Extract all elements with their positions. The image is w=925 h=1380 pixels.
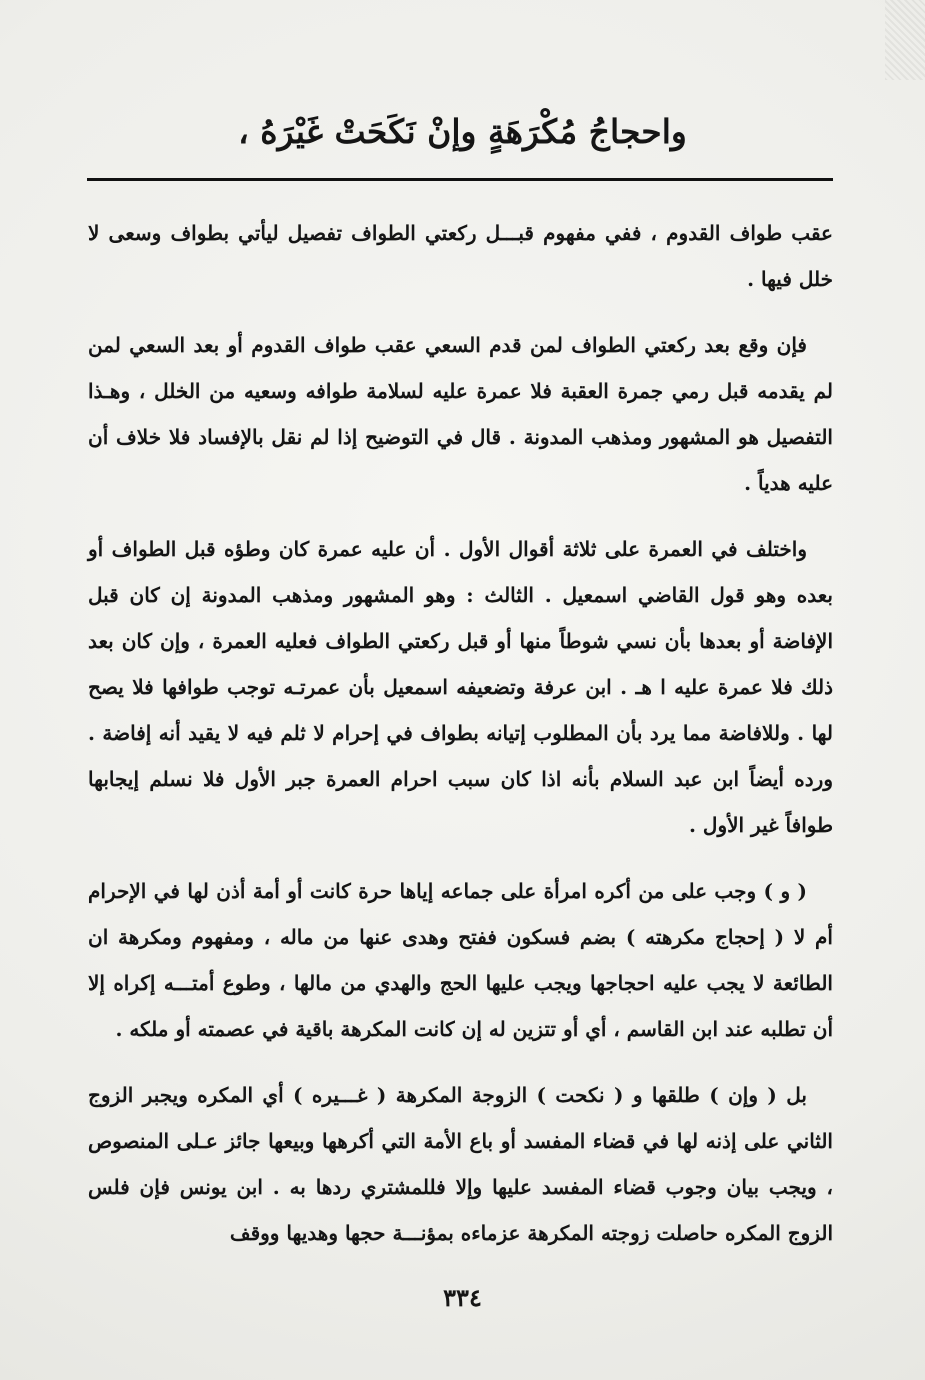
scan-noise [885,0,925,80]
paragraph: واختلف في العمرة على ثلاثة أقوال الأول . أن عليه عمرة كان وطؤه قبل الطواف أو بعده وهو قول القاضي اسمعيل . الثالث : وهو المشهور ومذهب المدونة إن كان قبل الإفاضة أو بعدها بأن نسي شوطاً منها أو قبل ركعتي الطواف فعليه العمرة ، وإن كان بعد ذلك فلا عمرة عليه ا هـ . ابن عرفة وتضعيفه اسمعيل بأن عمرتـه توجب طوافها فلا يصح لها . وللافاضة مما يرد بأن المطلوب إتيانه بطواف في إحرام لا ثلم فيه لا يقيد أنه إفاضة . ورده أيضاً ابن عبد السلام بأنه اذا كان سبب احرام العمرة جبر الأول فلا نسلم إيجابها طوافاً غير الأول . [88,537,833,837]
paragraph: عقب طواف القدوم ، ففي مفهوم قبـــل ركعتي الطواف تفصيل ليأتي بطواف وسعى لا خلل فيها . [88,221,833,291]
header-rule [87,178,833,181]
running-header: واحجاجُ مُكْرَهَةٍ وإنْ نَكَحَتْ غَيْرَهُ ، [238,112,687,151]
page-number: ٣٣٤ [443,1283,482,1312]
paragraph: بل ( وإن ) طلقها و ( نكحت ) الزوجة المكرهة ( غـــيره ) أي المكره ويجبر الزوج الثاني على إذنه لها في قضاء المفسد أو باع الأمة التي أكرهها وبيعها جائز عـلى المنصوص ، ويجب بيان وجوب قضاء المفسد عليها وإلا فللمشتري ردها به . ابن يونس فإن فلس الزوج المكره حاصلت زوجته المكرهة عزماءه بمؤنـــة حجها وهديها ووقف [88,1083,833,1245]
page-body [88,210,833,1276]
paragraph: ( و ) وجب على من أكره امرأة على جماعه إياها حرة كانت أو أمة أذن لها في الإحرام أم لا ( إحجاج مكرهته ) بضم فسكون ففتح وهدى عنها من ماله ، ومفهوم ومكرهة ان الطائعة لا يجب عليه احجاجها ويجب عليها الحج والهدي من مالها ، وطوع أمتـــه إكراه إلا أن تطلبه عند ابن القاسم ، أي أو تتزين له إن كانت المكرهة باقية في عصمته أو ملكه . [88,879,833,1041]
paragraph: فإن وقع بعد ركعتي الطواف لمن قدم السعي عقب طواف القدوم أو بعد السعي لمن لم يقدمه قبل رمي جمرة العقبة فلا عمرة عليه لسلامة طوافه وسعيه من الخلل ، وهـذا التفصيل هو المشهور ومذهب المدونة . قال في التوضيح إذا لم نقل بالإفساد فلا خلاف أن عليه هدياً . [88,333,833,495]
